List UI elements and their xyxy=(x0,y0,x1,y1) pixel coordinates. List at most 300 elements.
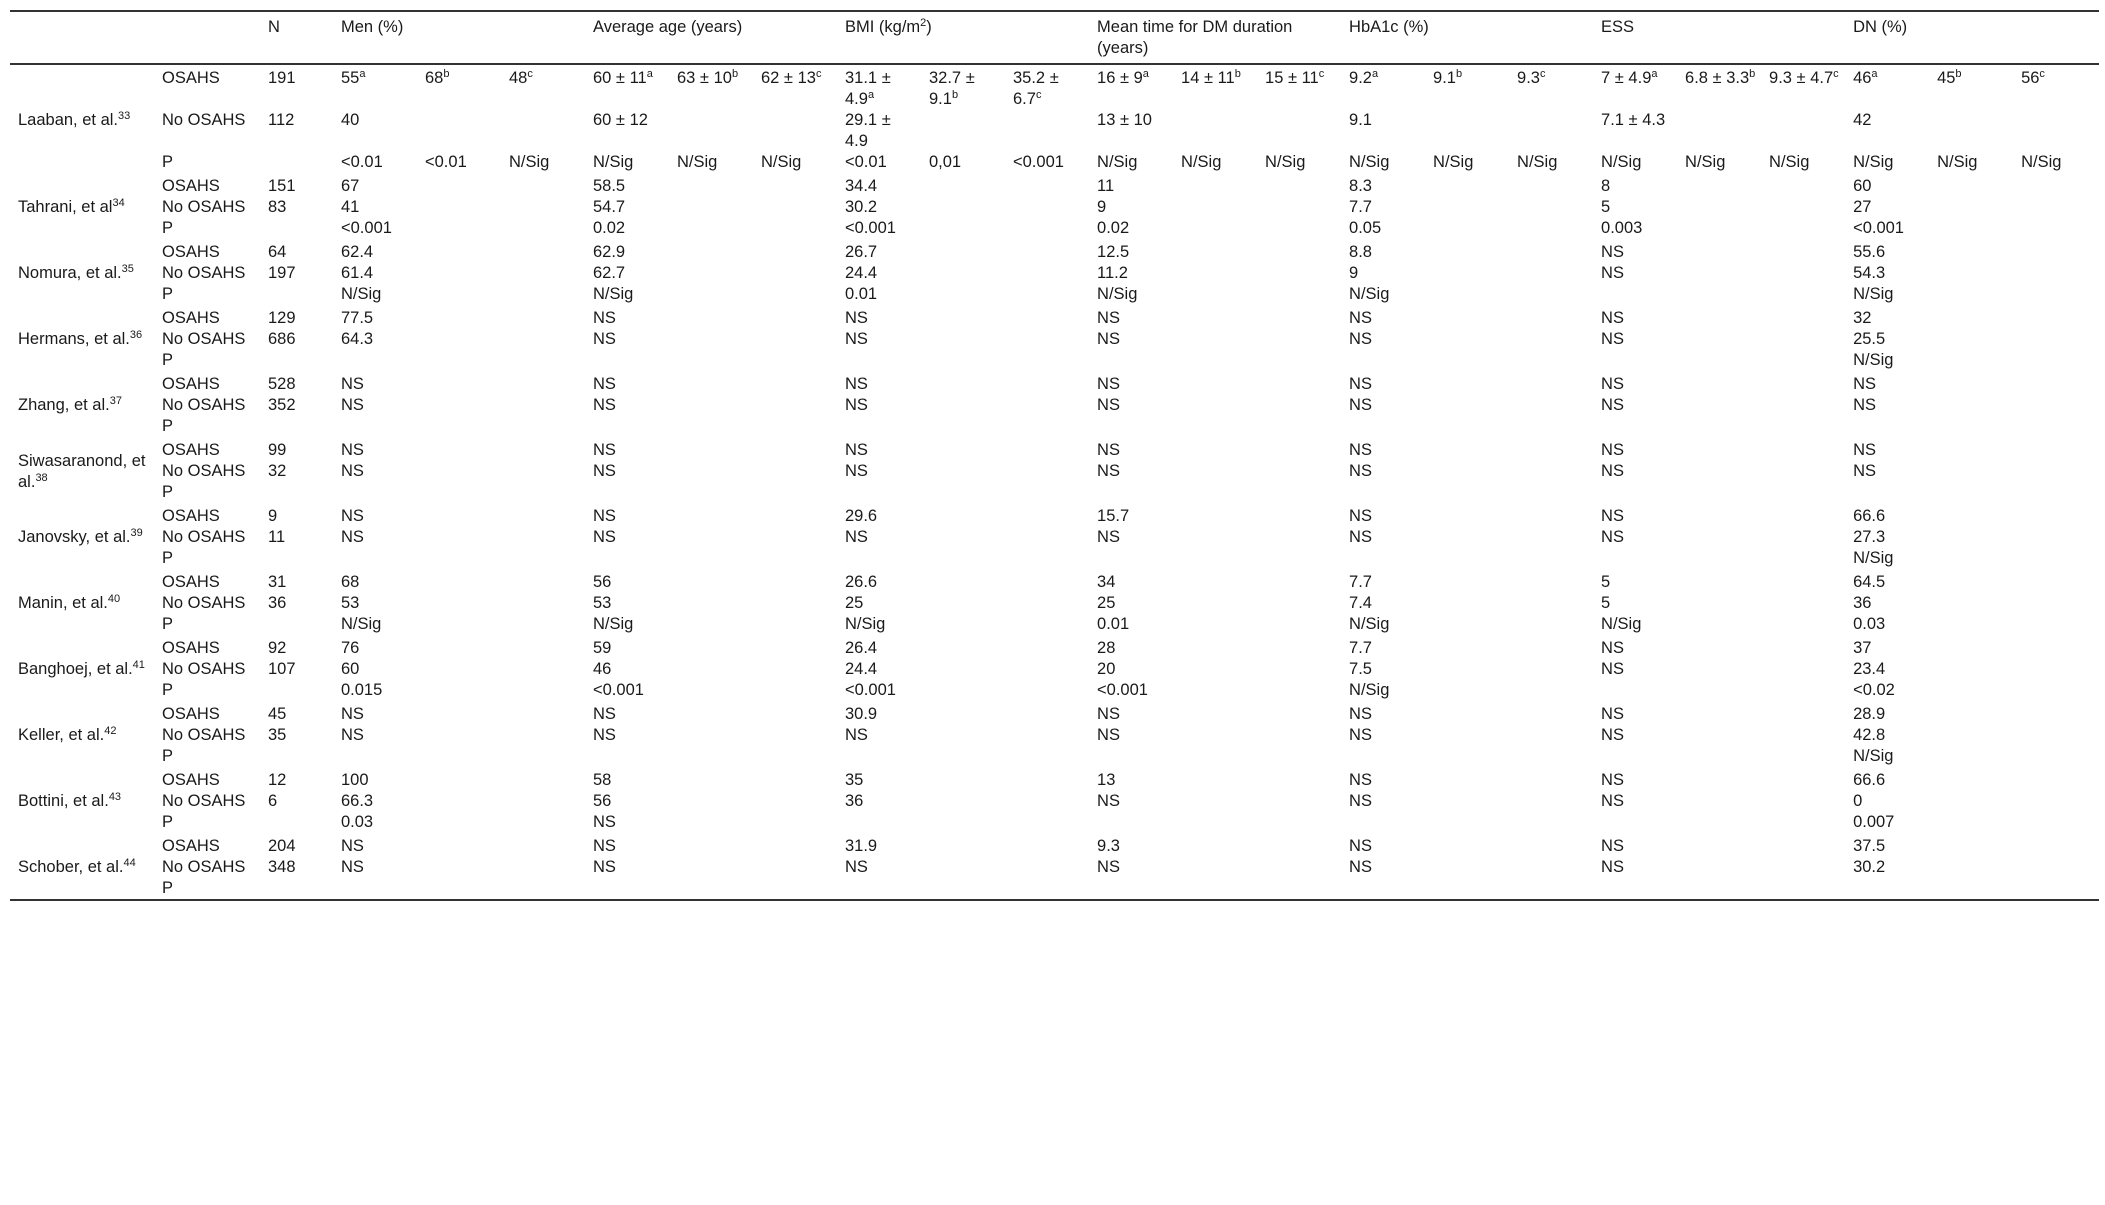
data-cell: NS xyxy=(1349,792,1372,810)
reference-number: 39 xyxy=(130,527,143,539)
group-label: OSAHS xyxy=(162,243,220,261)
n-cell: 129 xyxy=(268,309,296,327)
study-name: Schober, et al.$^{44}$ xyxy=(18,857,136,876)
table-row xyxy=(10,329,2099,350)
table-row xyxy=(10,680,2099,701)
data-cell: 31.1 ± 4.9$^a$ xyxy=(845,69,891,108)
group-label: OSAHS xyxy=(162,507,220,525)
data-cell: NS xyxy=(1097,705,1120,723)
n-cell: 99 xyxy=(268,441,287,459)
data-cell xyxy=(1595,350,1847,371)
group-label: No OSAHS xyxy=(162,858,246,876)
n-cell: 352 xyxy=(268,396,296,414)
data-cell: 25 xyxy=(1097,594,1116,612)
data-cell: 6.8 ± 3.3$^b$ xyxy=(1685,68,1756,87)
table-row xyxy=(10,305,2099,329)
n-cell xyxy=(262,680,335,701)
data-cell: N/Sig xyxy=(593,615,634,633)
data-cell: 8.3 xyxy=(1349,177,1372,195)
n-cell: 11 xyxy=(268,528,286,546)
data-cell xyxy=(1595,680,1847,701)
data-cell xyxy=(839,812,1091,833)
data-cell: NS xyxy=(1097,462,1120,480)
group-label: OSAHS xyxy=(162,441,220,459)
data-cell: N/Sig xyxy=(1685,153,1726,171)
data-cell: <0.001 xyxy=(341,219,392,237)
data-cell: NS xyxy=(1097,792,1120,810)
reference-number: 38 xyxy=(35,471,48,484)
data-cell: NS xyxy=(1349,507,1372,525)
header-cell-study xyxy=(10,11,156,64)
data-cell: NS xyxy=(1601,660,1624,678)
data-cell: N/Sig xyxy=(677,153,718,171)
data-cell: N/Sig xyxy=(1349,153,1390,171)
table-row xyxy=(10,416,2099,437)
data-cell: N/Sig xyxy=(1853,351,1894,369)
data-cell: 0.03 xyxy=(1853,615,1886,633)
group-label: P xyxy=(162,153,174,171)
data-cell: NS xyxy=(1349,396,1372,414)
group-label: No OSAHS xyxy=(162,594,246,612)
data-cell: 61.4 xyxy=(341,264,374,282)
table-row xyxy=(10,614,2099,635)
data-cell: 7.7 xyxy=(1349,573,1372,591)
data-cell: <0.001 xyxy=(845,219,896,237)
data-cell: NS xyxy=(1097,726,1120,744)
data-cell: 68$^b$ xyxy=(425,68,450,87)
n-cell xyxy=(262,548,335,569)
data-cell: N/Sig xyxy=(1265,153,1306,171)
table-row xyxy=(10,395,2099,416)
data-cell: 5 xyxy=(1601,594,1611,612)
data-cell: 32 xyxy=(1853,309,1872,327)
data-cell: 0 xyxy=(1853,792,1863,810)
data-cell: NS xyxy=(341,705,364,723)
table-row xyxy=(10,812,2099,833)
data-cell xyxy=(1595,812,1847,833)
data-cell: NS xyxy=(1601,462,1624,480)
header-dm-duration: Mean time for DM duration (years) xyxy=(1097,18,1293,57)
data-cell: 34 xyxy=(1097,573,1116,591)
data-cell: $16 \pm 9^a$ xyxy=(1097,68,1149,87)
table-row xyxy=(10,64,2099,110)
data-cell: 28.9 xyxy=(1853,705,1886,723)
table-row xyxy=(10,503,2099,527)
n-cell xyxy=(262,350,335,371)
data-cell: 30.2 xyxy=(845,198,878,216)
data-cell: 35.2 ± 6.7$^c$ xyxy=(1013,69,1059,108)
data-cell: NS xyxy=(593,507,616,525)
table-row xyxy=(10,659,2099,680)
data-cell: 66.6 xyxy=(1853,507,1886,525)
data-cell: 40 xyxy=(341,111,360,129)
n-cell: 45 xyxy=(268,705,287,723)
header-row xyxy=(10,11,2099,64)
data-cell: NS xyxy=(845,396,868,414)
data-cell xyxy=(1343,548,1595,569)
table-body xyxy=(10,64,2099,900)
data-cell: N/Sig xyxy=(1853,153,1894,171)
study-name: Hermans, et al.$^{36}$ xyxy=(18,329,143,348)
data-cell: <0.02 xyxy=(1853,681,1895,699)
data-cell xyxy=(923,110,1007,152)
data-cell: NS xyxy=(1601,330,1624,348)
table-row xyxy=(10,482,2099,503)
data-cell: N/Sig xyxy=(509,153,550,171)
data-cell xyxy=(503,110,587,152)
data-cell: N/Sig xyxy=(1517,153,1558,171)
reference-number: 44 xyxy=(123,857,136,869)
data-cell: 0.03 xyxy=(341,813,374,831)
data-cell xyxy=(1931,110,2015,152)
data-cell: 26.7 xyxy=(845,243,878,261)
data-cell: 36 xyxy=(1853,594,1872,612)
group-label: P xyxy=(162,549,174,567)
data-cell: NS xyxy=(593,375,616,393)
data-cell: NS xyxy=(341,528,364,546)
n-cell xyxy=(262,416,335,437)
data-cell: N/Sig xyxy=(845,615,886,633)
data-cell: NS xyxy=(845,375,868,393)
group-label: P xyxy=(162,219,174,237)
group-label: P xyxy=(162,813,174,831)
group-label: P xyxy=(162,681,174,699)
data-cell: 76 xyxy=(341,639,360,657)
group-label: OSAHS xyxy=(162,837,220,855)
data-cell: 9 xyxy=(1097,198,1107,216)
group-label: OSAHS xyxy=(162,771,220,789)
data-cell: NS xyxy=(1601,837,1624,855)
reference-number: 35 xyxy=(121,263,134,275)
reference-number: 34 xyxy=(112,197,125,209)
data-cell xyxy=(335,548,587,569)
data-cell: NS xyxy=(845,858,868,876)
data-cell: 77.5 xyxy=(341,309,374,327)
group-label: OSAHS xyxy=(162,177,220,195)
data-cell: NS xyxy=(1349,330,1372,348)
data-cell: NS xyxy=(1349,375,1372,393)
data-cell: N/Sig xyxy=(1349,681,1390,699)
table-row xyxy=(10,833,2099,857)
data-cell xyxy=(587,548,839,569)
data-cell: 30.2 xyxy=(1853,858,1886,876)
data-cell xyxy=(1511,110,1595,152)
data-cell: 68 xyxy=(341,573,360,591)
study-name: Siwasaranond, et al.$^{38}$ xyxy=(18,451,146,491)
data-cell: N/Sig xyxy=(1853,549,1894,567)
data-cell: <0.001 xyxy=(1097,681,1148,699)
data-cell: 45$^b$ xyxy=(1937,68,1962,87)
data-cell: NS xyxy=(845,726,868,744)
reference-number: 36 xyxy=(129,329,143,341)
data-cell: NS xyxy=(1097,375,1120,393)
data-cell xyxy=(1847,878,2099,900)
table-row xyxy=(10,746,2099,767)
data-cell: NS xyxy=(1097,528,1120,546)
table-row xyxy=(10,767,2099,791)
data-cell xyxy=(1595,746,1847,767)
data-cell: NS xyxy=(1097,330,1120,348)
data-cell xyxy=(1595,416,1847,437)
n-cell: 12 xyxy=(268,771,287,789)
reference-number: 37 xyxy=(109,395,122,407)
data-cell xyxy=(1427,110,1511,152)
data-cell: 7.7 xyxy=(1349,198,1372,216)
data-cell: NS xyxy=(593,813,616,831)
data-cell: 26.6 xyxy=(845,573,878,591)
data-cell: N/Sig xyxy=(1433,153,1474,171)
data-cell: 0.015 xyxy=(341,681,383,699)
data-cell: NS xyxy=(593,705,616,723)
data-cell: NS xyxy=(1601,705,1624,723)
data-cell: N/Sig xyxy=(593,153,634,171)
data-cell: 64.5 xyxy=(1853,573,1886,591)
data-cell: NS xyxy=(1601,771,1624,789)
header-bmi: BMI $(kg/m^2)$ xyxy=(845,17,932,36)
group-label: P xyxy=(162,747,174,765)
study-name: Banghoej, et al.$^{41}$ xyxy=(18,659,145,678)
n-cell: 31 xyxy=(268,573,287,591)
group-label: P xyxy=(162,483,174,501)
data-cell: N/Sig xyxy=(1181,153,1222,171)
data-cell: 9.3$^c$ xyxy=(1517,68,1546,87)
data-cell xyxy=(587,416,839,437)
data-cell xyxy=(839,548,1091,569)
data-cell xyxy=(1091,482,1343,503)
data-cell: N/Sig xyxy=(1601,153,1642,171)
header-age: Average age (years) xyxy=(593,18,743,36)
table-row xyxy=(10,350,2099,371)
data-cell: 0.003 xyxy=(1601,219,1643,237)
data-cell: 0.05 xyxy=(1349,219,1382,237)
data-cell: 37 xyxy=(1853,639,1872,657)
data-cell xyxy=(1343,416,1595,437)
data-cell: NS xyxy=(1349,441,1372,459)
data-cell xyxy=(1091,746,1343,767)
data-cell: 59 xyxy=(593,639,612,657)
table-row xyxy=(10,461,2099,482)
data-cell: NS xyxy=(593,858,616,876)
header-n: N xyxy=(268,18,280,36)
data-cell: NS xyxy=(1601,858,1624,876)
reference-number: 33 xyxy=(118,110,131,122)
data-cell xyxy=(755,110,839,152)
data-cell: NS xyxy=(593,528,616,546)
data-cell xyxy=(335,416,587,437)
data-cell: N/Sig xyxy=(1601,615,1642,633)
n-cell: 6 xyxy=(268,792,278,810)
data-cell: N/Sig xyxy=(1937,153,1978,171)
data-cell: 66.6 xyxy=(1853,771,1886,789)
data-cell: NS xyxy=(593,462,616,480)
data-cell xyxy=(1595,878,1847,900)
data-cell: 7.4 xyxy=(1349,594,1372,612)
data-cell: NS xyxy=(1349,528,1372,546)
data-cell xyxy=(335,482,587,503)
data-cell: 9 xyxy=(1349,264,1359,282)
n-cell: 191 xyxy=(268,69,296,87)
group-label: OSAHS xyxy=(162,639,220,657)
data-cell: 64.3 xyxy=(341,330,374,348)
header-cell-group xyxy=(156,11,262,64)
data-cell: NS xyxy=(1853,462,1876,480)
data-cell: <0.01 xyxy=(425,153,467,171)
data-cell xyxy=(1343,878,1595,900)
header-ess: ESS xyxy=(1601,18,1635,36)
data-cell: 36 xyxy=(845,792,864,810)
data-cell xyxy=(419,110,503,152)
data-cell: NS xyxy=(341,858,364,876)
study-name: Zhang, et al.$^{37}$ xyxy=(18,395,122,414)
data-cell: N/Sig xyxy=(2021,153,2062,171)
data-cell xyxy=(335,878,587,900)
reference-number: 41 xyxy=(132,659,145,671)
n-cell xyxy=(262,812,335,833)
data-cell xyxy=(839,746,1091,767)
data-cell: 0.01 xyxy=(845,285,878,303)
data-cell xyxy=(1091,812,1343,833)
data-cell: NS xyxy=(1097,858,1120,876)
data-cell: NS xyxy=(341,726,364,744)
data-cell: N/Sig xyxy=(1097,285,1138,303)
data-cell: 28 xyxy=(1097,639,1116,657)
group-label: P xyxy=(162,615,174,633)
data-cell: 0,01 xyxy=(929,153,962,171)
data-cell: NS xyxy=(1601,441,1624,459)
data-cell: 62.7 xyxy=(593,264,626,282)
data-cell: N/Sig xyxy=(1769,153,1810,171)
data-cell xyxy=(1175,110,1259,152)
data-cell: 7 ± 4.9$^a$ xyxy=(1601,68,1658,87)
data-cell: NS xyxy=(845,462,868,480)
data-cell: 66.3 xyxy=(341,792,374,810)
data-cell: 5 xyxy=(1601,573,1611,591)
data-cell: 9.1$^b$ xyxy=(1433,68,1463,87)
data-cell: NS xyxy=(1349,462,1372,480)
study-name: Keller, et al.$^{42}$ xyxy=(18,725,117,744)
n-cell: 36 xyxy=(268,594,287,612)
data-cell: NS xyxy=(341,375,364,393)
data-cell: N/Sig xyxy=(761,153,802,171)
data-cell: 62.4 xyxy=(341,243,374,261)
data-cell: NS xyxy=(593,330,616,348)
data-cell: 46 xyxy=(593,660,612,678)
n-cell: 686 xyxy=(268,330,296,348)
data-cell: 42 xyxy=(1853,111,1872,129)
data-cell: 46$^a$ xyxy=(1853,68,1878,87)
data-cell: 8 xyxy=(1601,177,1611,195)
n-cell: 83 xyxy=(268,198,287,216)
n-cell xyxy=(262,218,335,239)
data-cell: NS xyxy=(1097,396,1120,414)
data-cell xyxy=(1343,350,1595,371)
data-cell: N/Sig xyxy=(1853,747,1894,765)
data-cell: N/Sig xyxy=(593,285,634,303)
data-table xyxy=(10,10,2099,901)
table-row xyxy=(10,218,2099,239)
data-cell xyxy=(1847,482,2099,503)
n-cell xyxy=(262,482,335,503)
data-cell xyxy=(1847,416,2099,437)
study-name: Janovsky, et al.$^{39}$ xyxy=(18,527,143,546)
group-label: No OSAHS xyxy=(162,330,246,348)
study-name: Laaban, et al.$^{33}$ xyxy=(18,110,131,129)
data-cell: 30.9 xyxy=(845,705,878,723)
data-cell: NS xyxy=(1601,792,1624,810)
data-cell: 20 xyxy=(1097,660,1116,678)
data-cell: 23.4 xyxy=(1853,660,1886,678)
header-men: Men (%) xyxy=(341,18,404,36)
n-cell xyxy=(262,152,335,173)
data-cell: NS xyxy=(341,462,364,480)
table-row xyxy=(10,110,2099,152)
header-dn: DN (%) xyxy=(1853,18,1908,36)
group-label: P xyxy=(162,285,174,303)
table-row xyxy=(10,239,2099,263)
data-cell: <0.001 xyxy=(1013,153,1064,171)
data-cell: NS xyxy=(1601,528,1624,546)
data-cell: NS xyxy=(1601,396,1624,414)
group-label: No OSAHS xyxy=(162,726,246,744)
data-cell: 29.1 ± 4.9 xyxy=(845,111,891,150)
data-cell: 0.02 xyxy=(1097,219,1130,237)
data-cell xyxy=(1595,284,1847,305)
data-cell: NS xyxy=(593,837,616,855)
table-row xyxy=(10,152,2099,173)
data-cell: 15.7 xyxy=(1097,507,1130,525)
table-row xyxy=(10,593,2099,614)
data-cell: <0.01 xyxy=(341,153,383,171)
data-cell: 0.007 xyxy=(1853,813,1895,831)
data-cell: NS xyxy=(593,309,616,327)
data-cell: NS xyxy=(1097,441,1120,459)
group-label: No OSAHS xyxy=(162,396,246,414)
data-cell xyxy=(587,746,839,767)
data-cell: NS xyxy=(845,330,868,348)
n-cell xyxy=(262,878,335,900)
data-cell xyxy=(839,416,1091,437)
group-label: No OSAHS xyxy=(162,462,246,480)
data-cell xyxy=(1091,416,1343,437)
data-cell: 58 xyxy=(593,771,612,789)
data-cell xyxy=(839,482,1091,503)
data-cell: $14 \pm 11^b$ xyxy=(1181,68,1241,87)
data-cell: 9.3 xyxy=(1097,837,1120,855)
data-cell: 11.2 xyxy=(1097,264,1128,282)
data-cell: 56$^c$ xyxy=(2021,68,2045,87)
group-label: P xyxy=(162,879,174,897)
data-cell: 32.7 ± 9.1$^b$ xyxy=(929,69,975,108)
data-cell: 5 xyxy=(1601,198,1611,216)
n-cell: 528 xyxy=(268,375,296,393)
data-cell xyxy=(1091,548,1343,569)
header-hba1c: HbA1c (%) xyxy=(1349,18,1429,36)
data-cell: 27 xyxy=(1853,198,1872,216)
data-cell: 48$^c$ xyxy=(509,68,533,87)
data-cell xyxy=(1091,350,1343,371)
data-cell: NS xyxy=(1601,507,1624,525)
n-cell: 107 xyxy=(268,660,296,678)
data-cell: 11 xyxy=(1097,177,1115,195)
data-cell: NS xyxy=(593,396,616,414)
n-cell xyxy=(262,746,335,767)
group-label: No OSAHS xyxy=(162,792,246,810)
group-label: No OSAHS xyxy=(162,528,246,546)
data-cell: NS xyxy=(1349,309,1372,327)
data-cell: NS xyxy=(1853,396,1876,414)
n-cell: 35 xyxy=(268,726,287,744)
data-cell: N/Sig xyxy=(1853,285,1894,303)
